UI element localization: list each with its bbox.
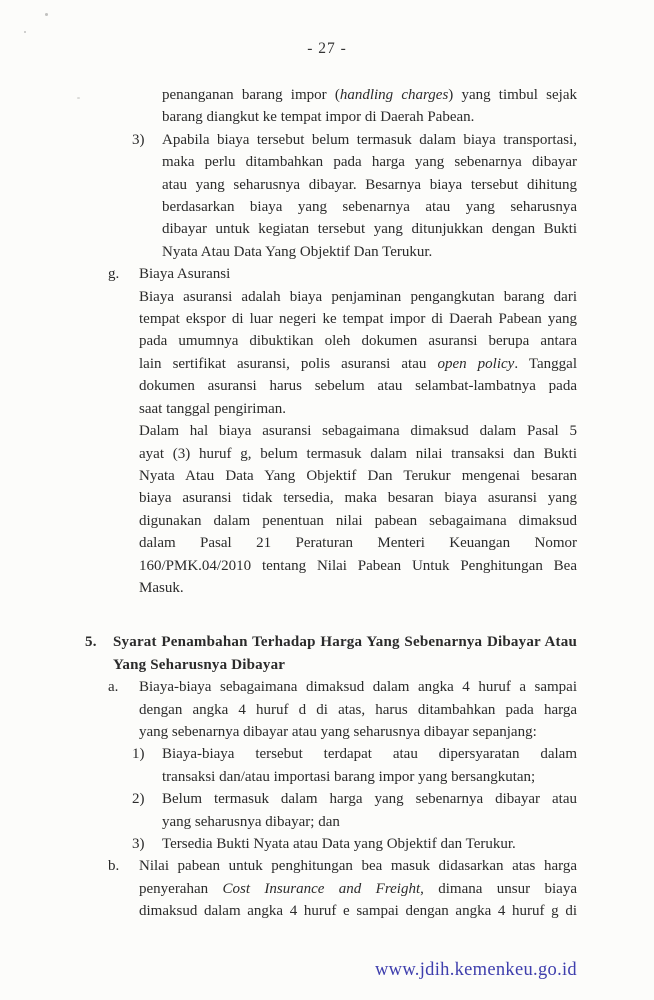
text-line: Biaya-biaya sebagaimana dimaksud dalam angka 4 huruf a sampai (139, 679, 577, 696)
list-marker: 2) (132, 791, 145, 808)
text-line: dengan angka 4 huruf d di atas, harus ditambahkan pada harga (139, 701, 577, 718)
paragraph-insurance-fallback (139, 420, 577, 599)
list-marker: 3) (132, 131, 145, 148)
text-line: Biaya asuransi adalah biaya penjaminan pengangkutan barang dari (139, 288, 577, 305)
list-marker: 5. (85, 634, 97, 651)
text-line: Belum termasuk dalam harga yang sebenarnya dibayar atau (162, 791, 577, 808)
list-marker: 1) (132, 746, 145, 763)
text-line: dimaksud dalam angka 4 huruf e sampai dengan angka 4 huruf g di (139, 903, 577, 920)
text-line: berdasarkan biaya yang sebenarnya atau yang seharusnya (162, 199, 577, 216)
text-line: Tersedia Bukti Nyata atau Data yang Objektif dan Terukur. (162, 836, 516, 852)
text-line: Apabila biaya tersebut belum termasuk dalam biaya transportasi, (162, 131, 577, 148)
text-line: penanganan barang impor (handling charges) yang timbul sejak (162, 87, 577, 103)
text-line: Yang Seharusnya Dibayar (113, 656, 286, 673)
text-line: penyerahan Cost Insurance and Freight, dimana unsur biaya (139, 880, 577, 897)
text-line: Biaya Asuransi (139, 266, 231, 283)
text-line: Nyata Atau Data Yang Objektif Dan Terukur mengenai besaran (139, 467, 577, 484)
text-line: yang seharusnya dibayar; dan (162, 813, 340, 830)
text-line: tempat ekspor di luar negeri ke tempat impor di Daerah Pabean yang (139, 311, 577, 328)
text-line: Dalam hal biaya asuransi sebagaimana dimaksud dalam Pasal 5 (139, 423, 577, 440)
list-item-g (108, 263, 577, 285)
scan-speck (24, 31, 26, 33)
list-marker: a. (108, 679, 119, 696)
list-item-a1 (132, 743, 577, 788)
text-line: Syarat Penambahan Terhadap Harga Yang Sebenarnya Dibayar Atau (113, 634, 577, 651)
document-body (0, 84, 654, 923)
text-line: saat tanggal pengiriman. (139, 400, 287, 417)
scan-speck (45, 13, 48, 16)
list-item-a (108, 676, 577, 743)
text-line: atau yang seharusnya dibayar. Besarnya biaya tersebut dihitung (162, 176, 577, 193)
list-item-a2 (132, 788, 577, 833)
text-line: Biaya-biaya tersebut terdapat atau dipersyaratan dalam (162, 746, 577, 763)
text-line: digunakan dalam penentuan nilai pabean sebagaimana dimaksud (139, 512, 577, 529)
list-marker: b. (108, 858, 120, 875)
section-5-heading (85, 631, 577, 676)
text-line: Masuk. (139, 579, 184, 596)
text-line: dalam Pasal 21 Peraturan Menteri Keuangan Nomor (139, 535, 577, 552)
paragraph-insurance-definition (139, 286, 577, 420)
text-line: ayat (3) huruf g, belum termasuk dalam nilai transaksi dan Bukti (139, 445, 577, 462)
text-line: pada umumnya dibuktikan oleh dokumen asuransi berupa antara (139, 333, 577, 350)
text-line: lain sertifikat asuransi, polis asuransi atau open policy. Tanggal (139, 355, 577, 372)
text-line: 160/PMK.04/2010 tentang Nilai Pabean Untuk Penghitungan Bea (139, 557, 577, 574)
text-line: Nilai pabean untuk penghitungan bea masuk didasarkan atas harga (139, 858, 577, 875)
text-line: dokumen asuransi harus sebelum atau selambat-lambatnya pada (139, 378, 577, 395)
list-marker: g. (108, 266, 120, 283)
list-item-b (108, 855, 577, 922)
text-line: maka perlu ditambahkan pada harga yang sebenarnya dibayar (162, 154, 577, 171)
footer-url: www.jdih.kemenkeu.go.id (375, 960, 577, 980)
text-line: barang diangkut ke tempat impor di Daerah Pabean. (162, 109, 475, 126)
list-item-3-transport (132, 129, 577, 263)
text-line: dibayar untuk kegiatan tersebut yang ditunjukkan dengan Bukti (162, 221, 577, 238)
text-line: biaya asuransi tidak tersedia, maka besaran biaya asuransi yang (139, 490, 577, 507)
page-footer (0, 952, 654, 1000)
text-line: transaksi dan/atau importasi barang impor yang bersangkutan; (162, 768, 536, 785)
page-number: - 27 - (307, 40, 347, 57)
text-line: Nyata Atau Data Yang Objektif Dan Terukur. (162, 243, 433, 260)
continuation-paragraph (162, 84, 577, 129)
text-line: yang sebenarnya dibayar atau yang seharusnya dibayar sepanjang: (139, 723, 537, 740)
list-item-a3 (132, 833, 577, 855)
list-marker: 3) (132, 836, 145, 852)
